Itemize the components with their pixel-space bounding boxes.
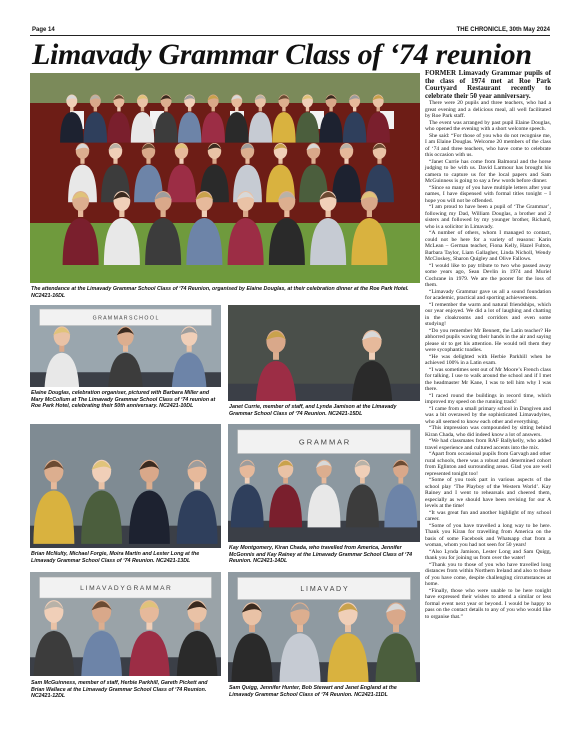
article-paragraph: “I remember the warm and natural friendships, which our year enjoyed. We did a lot of laughing and chatting in the cloakrooms and corridors and even some studying! xyxy=(425,301,551,328)
caption-sam-quigg: Sam Quigg, Jennifer Hunter, Bob Stewart and Janet England at the Limavady Grammar School Class of ‘74 Reunion. NC2421-11DL xyxy=(229,685,397,698)
article-paragraph: “He was delighted with Herbie Parkhill when he achieved 100% in a Latin exam. xyxy=(425,353,551,367)
photo-brian-mcnulty xyxy=(30,424,221,548)
photo-janet-currie xyxy=(228,305,420,401)
article-paragraph: “I would like to pay tribute to two who passed away some years ago, Sean Devlin in 1974 and Muriel Cochrane in 1979. We are the poorer for the loss of them. xyxy=(425,262,551,289)
headline: Limavady Grammar Class of ‘74 reunion xyxy=(32,38,532,71)
photo-elaine-douglas xyxy=(30,305,221,387)
article-paragraph: “We had classmates from RAF Ballykelly, who added travel experience and cultured accents into the mix. xyxy=(425,438,551,451)
article-paragraph: “Finally, those who were unable to be here tonight have expressed their wishes to attend a similar or less formal event next year or beyond. I would be happy to pass on the contact details to any of you who would like to organise that.” xyxy=(425,587,551,620)
photo-kay-montgomery xyxy=(228,424,420,542)
article-paragraph: The event was arranged by past pupil Elaine Douglas, who opened the evening with a short welcome speech. xyxy=(425,119,551,133)
article-paragraph: “Limavady Grammar gave us all a sound foundation for academic, practical and sporting achievements. xyxy=(425,288,551,302)
article-paragraph: “This impression was compounded by sitting behind Kiran Chada, who did indeed know a lot of answers. xyxy=(425,425,551,438)
caption-janet-currie: Janet Currie, member of staff, and Lynda Jamison at the Limavady Grammar School Class of ‘74 Reunion. NC2421-15DL xyxy=(229,404,397,417)
article-paragraph: “I raced round the buildings in record time, which improved my speed on the running track! xyxy=(425,392,551,406)
caption-sam-mcguinness: Sam McGuinness, member of staff, Herbie Parkhill, Gareth Pickett and Brian Wallace at the Limavady Grammar School Class of ‘74 Reunion. NC2421-12DL xyxy=(31,680,208,700)
article-paragraph: “I came from a small primary school in Dungiven and was a bit overawed by the sophisticated Limavadyites, who all seemed to know each other and everything. xyxy=(425,405,551,425)
banner-text: L I M A V A D Y xyxy=(300,586,348,594)
banner-text: L I M A V A D Y G R A M M A R xyxy=(80,585,171,593)
masthead: THE CHRONICLE, 30th May 2024 xyxy=(456,27,550,33)
photo-sam-quigg xyxy=(228,572,420,682)
banner-text: G R A M M A R xyxy=(298,437,350,447)
caption-brian-mcnulty: Brian McNulty, Michael Forgie, Moira Martin and Lester Long at the Limavady Grammar School Class of ‘74 Reunion. NC2421-13DL xyxy=(31,551,200,564)
article-paragraph: “Also Lynda Jamison, Lester Long and Sam Quigg, thank you for joining us from over the water! xyxy=(425,548,551,562)
main-group-photo xyxy=(30,73,420,283)
article-paragraph: “Thank you to those of you who have travelled long distances from within Northern Ireland and also to those of you have come, despite challenging circumstances at home. xyxy=(425,561,551,588)
article-paragraph: “I am proud to have been a pupil of ‘The Grammar’, following my Dad, William Douglas, a brother and 2 sisters and followed by my younger brother, Richard, who is a solicitor in Limavady. xyxy=(425,204,551,230)
article-paragraphs xyxy=(425,100,551,620)
article-paragraph: “It was great fun and another highlight of my school career. xyxy=(425,509,551,523)
photo-sam-mcguinness xyxy=(30,572,221,676)
caption-elaine-douglas: Elaine Douglas, celebration organiser, pictured with Barbara Miller and Mary McCollum at The Limavady Grammar School Class of ‘74 reunion at Roe Park Hotel, celebrating their 50th anniversary. NC2421-10DL xyxy=(31,390,216,410)
main-photo-caption: The attendance at the Limavady Grammar School Class of ‘74 Reunion, organised by Elaine Douglas, at their celebration dinner at the Roe Park Hotel. NC2421-16DL xyxy=(31,286,409,299)
article-paragraph: She said: “For those of you who do not recognise me, I am Elaine Douglas. Welcome 20 members of the class of ‘74 and three teachers, who have come to celebrate this occasion with us. xyxy=(425,132,551,159)
article-paragraph: “I was sometimes sent out of Mr Moore’s French class for talking. I use to walk around the school and if I met the headmaster Mr Kane, I was to tell him why I was there. xyxy=(425,366,551,393)
page-label: Page 14 xyxy=(32,27,55,33)
caption-kay-montgomery: Kay Montgomery, Kiran Chada, who travelled from America, Jennifer McGonnis and Kay Rainey at the Limavady Grammar School Class of ‘74 Reunion. NC2421-14DL xyxy=(229,545,413,565)
article-paragraph: “Do you remember Mr Bennett, the Latin teacher? He abhorred pupils waving their hands in the air and saying please sir to get his attention. He would tell them they were sycophantic toadies. xyxy=(425,327,551,354)
article-paragraph: There were 20 pupils and three teachers, who had a great evening and a delicious meal, all well facilitated by Roe Park staff. xyxy=(425,100,551,120)
article-paragraph: “Apart from occasional pupils from Garvagh and other rural schools, there was a robust and determined cohort from Eglinton and surrounding areas. Glad you are well represented tonight too! xyxy=(425,451,551,477)
article-paragraph: “Since so many of you have multiple letters after your names, I have dispensed with formal titles tonight – I hope you will not be offended. xyxy=(425,184,551,204)
header-rule xyxy=(30,35,550,36)
article-paragraph: “Janet Currie has come from Balmoral and the horse judging to be with us. David Larmour has brought his camera to capture us for the local papers and Sam McGuinness is going to say a few words before dinner. xyxy=(425,158,551,185)
article-paragraph: “Some of you have travelled a long way to be here. Thank you Kiran for travelling from America on the basis of some Facebook and Whatsapp chat from a woman, whom you had not seen for 50 years! xyxy=(425,522,551,549)
article-paragraph: “Some of you took part in various aspects of the school play ‘The Playboy of the Western World’. Kay Rainey and I went to rehearsals and cheered them, especially as we should have been revising for our A levels at the time! xyxy=(425,477,551,510)
banner-text: G R A M M A R S C H O O L xyxy=(92,315,159,322)
article-body xyxy=(425,70,551,620)
article-paragraph: “A number of others, whom I managed to contact, could not be here for a variety of reasons: Karin McLean – German teacher, Fiona Kelly, Hazel Fulton, Barbara Taylor, Liam Gallagher, Linda Nicholl, Wendy McCloskey, Sharon Quigley and Olive Fallows. xyxy=(425,230,551,263)
article-lead: FORMER Limavady Grammar pupils of the class of 1974 met at Roe Park Courtyard Restaurant recently to celebrate their 50 year anniversary. xyxy=(425,69,551,100)
